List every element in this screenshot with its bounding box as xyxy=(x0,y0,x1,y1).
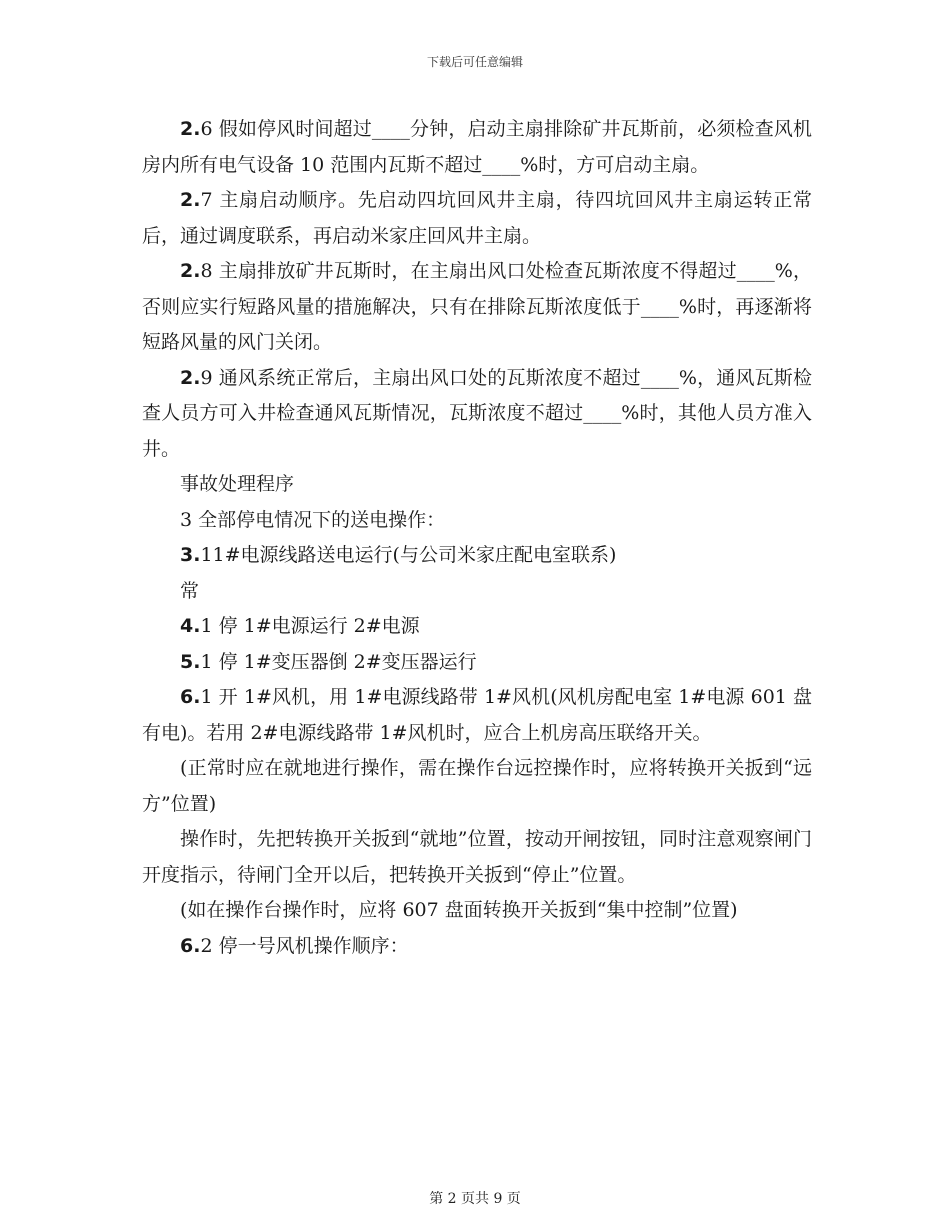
section-number: 2. xyxy=(180,189,201,211)
paragraph xyxy=(142,112,812,183)
paragraph-text: 1 停 1#变压器倒 2#变压器运行 xyxy=(200,650,477,673)
paragraph xyxy=(142,609,812,645)
paragraph xyxy=(142,361,812,468)
paragraph xyxy=(142,893,812,929)
paragraph-text: 8 主扇排放矿井瓦斯时，在主扇出风口处检查瓦斯浓度不得超过____%，否则应实行短路风量的措施解决，只有在排除瓦斯浓度低于____%时，再逐渐将短路风量的风门关闭。 xyxy=(142,260,812,353)
paragraph-text: (如在操作台操作时，应将 607 盘面转换开关扳到“集中控制”位置) xyxy=(180,899,738,921)
section-number: 6. xyxy=(180,934,201,957)
paragraph-text: 常 xyxy=(180,579,200,602)
paragraph-text: 6 假如停风时间超过____分钟，启动主扇排除矿井瓦斯前，必须检查风机房内所有电气设备 10 范围内瓦斯不超过____%时，方可启动主扇。 xyxy=(142,118,812,176)
paragraph-text: 1 停 1#电源运行 2#电源 xyxy=(200,615,420,637)
paragraph-text: (正常时应在就地进行操作，需在操作台远控操作时，应将转换开关扳到“远方”位置) xyxy=(142,757,812,815)
paragraph xyxy=(142,680,812,751)
section-number: 5. xyxy=(180,650,201,673)
paragraph xyxy=(142,254,812,361)
section-number: 2. xyxy=(180,260,201,282)
paragraph xyxy=(142,822,812,893)
paragraph xyxy=(142,538,812,574)
section-number: 2. xyxy=(180,366,201,389)
paragraph-text: 7 主扇启动顺序。先启动四坑回风井主扇，待四坑回风井主扇运转正常后，通过调度联系，再启动米家庄回风井主扇。 xyxy=(142,189,812,247)
paragraph-text: 11#电源线路送电运行(与公司米家庄配电室联系) xyxy=(200,544,617,566)
paragraph-text: 3 全部停电情况下的送电操作： xyxy=(180,508,446,531)
paragraph-text: 事故处理程序 xyxy=(180,473,295,495)
section-number: 4. xyxy=(180,615,201,637)
section-number: 2. xyxy=(180,118,201,140)
paragraph xyxy=(142,751,812,822)
page-footer: 第 2 页共 9 页 xyxy=(429,1191,521,1207)
paragraph xyxy=(142,183,812,254)
page-header: 下载后可任意编辑 xyxy=(426,55,523,69)
paragraph xyxy=(142,645,812,681)
paragraph-text: 9 通风系统正常后，主扇出风口处的瓦斯浓度不超过____%，通风瓦斯检查人员方可入井检查通风瓦斯情况，瓦斯浓度不超过____%时，其他人员方准入井。 xyxy=(142,366,812,460)
paragraph xyxy=(142,929,812,965)
paragraph xyxy=(142,574,812,610)
paragraph-text: 2 停一号风机操作顺序： xyxy=(200,934,409,957)
paragraph-text: 操作时，先把转换开关扳到“就地”位置，按动开闸按钮，同时注意观察闸门开度指示，待闸门全开以后，把转换开关扳到“停止”位置。 xyxy=(142,828,812,886)
section-number: 3. xyxy=(180,544,201,566)
paragraph xyxy=(142,467,812,503)
paragraph xyxy=(142,503,812,539)
section-number: 6. xyxy=(180,686,201,708)
document-body xyxy=(142,112,812,964)
paragraph-text: 1 开 1#风机，用 1#电源线路带 1#风机(风机房配电室 1#电源 601 盘有电)。若用 2#电源线路带 1#风机时，应合上机房高压联络开关。 xyxy=(142,686,812,744)
